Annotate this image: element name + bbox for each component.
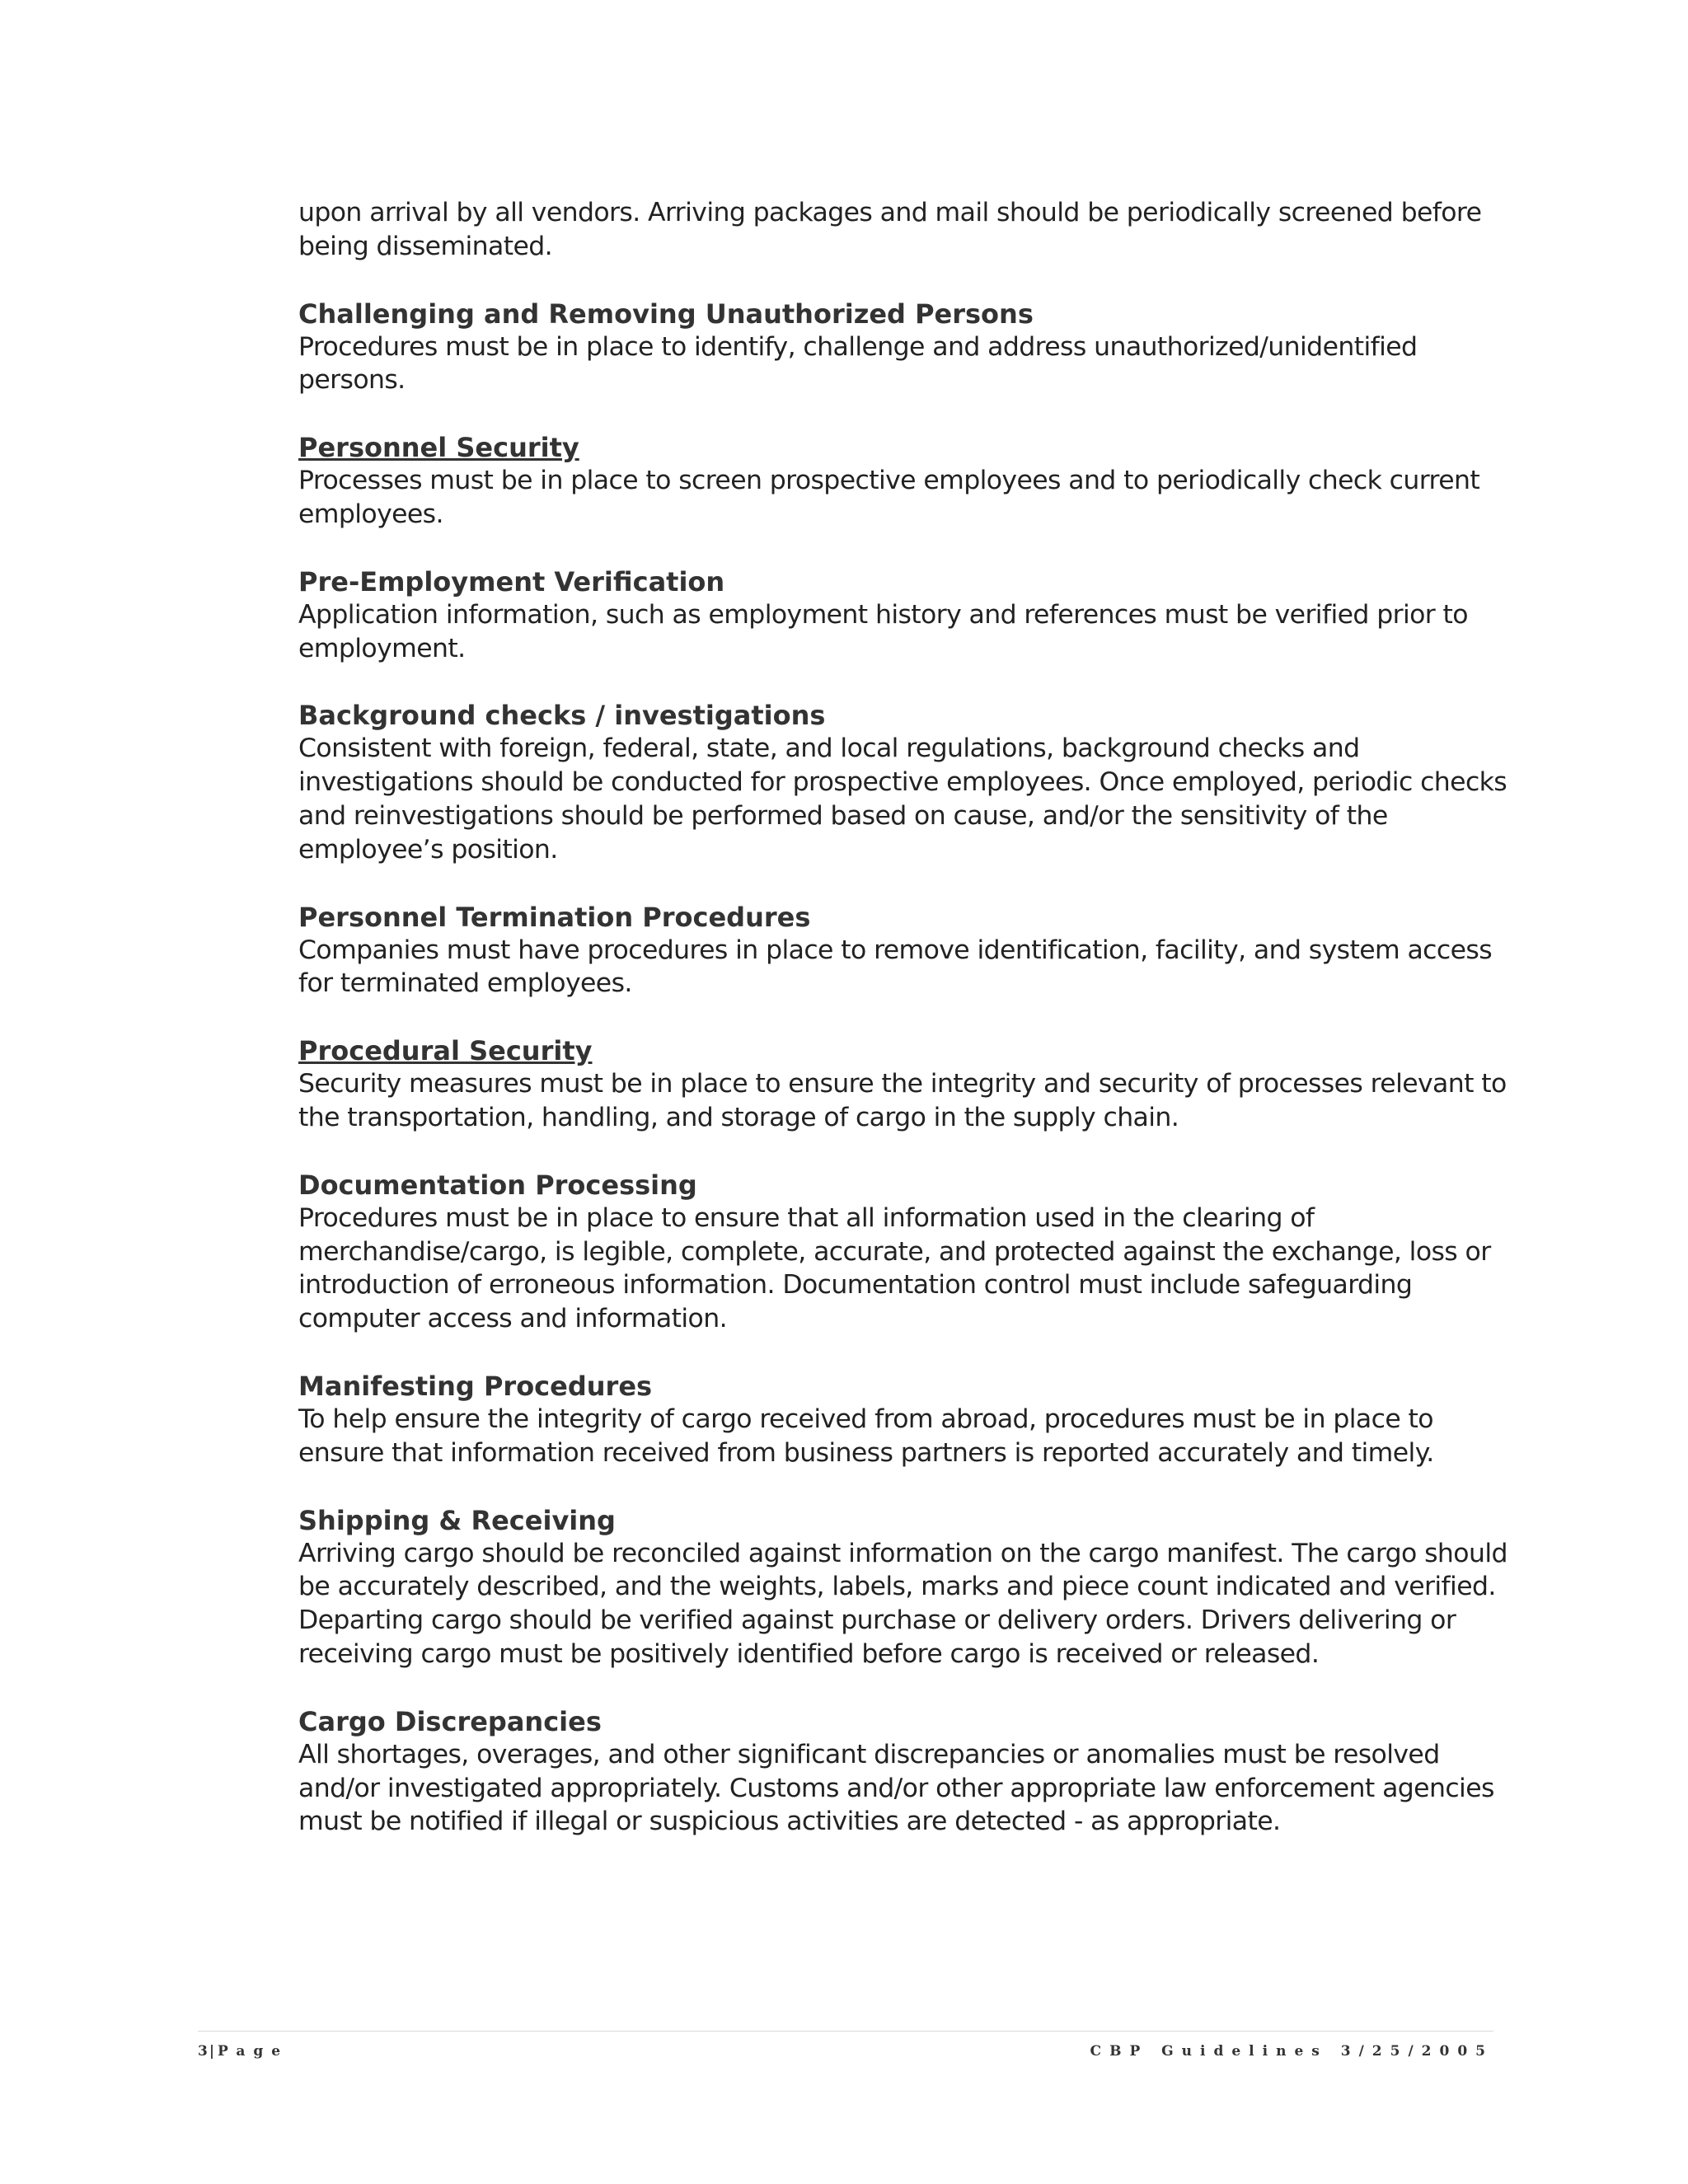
section-challenging-unauthorized-persons: [298, 298, 1510, 398]
section-body: Consistent with foreign, federal, state, and local regulations, background checks and investigations should be conducted for prospective employees. Once employed, periodic checks and reinvestigations should be performed based on cause, and/or the sensitivity of the employee’s position.: [298, 733, 1507, 865]
section-shipping-receiving: [298, 1504, 1510, 1671]
page-word: Page: [218, 2043, 289, 2060]
section-body: Arriving cargo should be reconciled against information on the cargo manifest. The cargo should be accurately described, and the weights, labels, marks and piece count indicated and verified. Departing cargo should be verified against purchase or delivery orders. Drivers delivering or receiving cargo must be positively identified before cargo is received or released.: [298, 1538, 1507, 1669]
section-body: Application information, such as employment history and references must be verified prior to employment.: [298, 599, 1468, 663]
section-heading: Manifesting Procedures: [298, 1370, 653, 1402]
section-personnel-termination: [298, 901, 1510, 1001]
footer-separator: |: [209, 2043, 215, 2060]
section-background-checks: [298, 699, 1510, 866]
section-personnel-security: [298, 431, 1510, 532]
intro-paragraph: upon arrival by all vendors. Arriving packages and mail should be periodically screened before being disseminated.: [298, 198, 1482, 261]
section-body: Procedures must be in place to ensure that all information used in the clearing of merchandise/cargo, is legible, complete, accurate, and protected against the exchange, loss or introduction of erroneous information. Documentation control must include safeguarding computer access and information.: [298, 1202, 1491, 1334]
page-footer: [198, 2031, 1493, 2066]
section-body: Procedures must be in place to identify, challenge and address unauthorized/unidentified persons.: [298, 331, 1418, 396]
page-number: 3: [198, 2043, 208, 2060]
section-heading: Personnel Termination Procedures: [298, 901, 811, 933]
section-body: All shortages, overages, and other significant discrepancies or anomalies must be resolved and/or investigated appropriately. Customs and/or other appropriate law enforcement agencies must be notified if illegal or suspicious activities are detected - as appropriate.: [298, 1739, 1494, 1837]
section-body: Processes must be in place to screen prospective employees and to periodically check current employees.: [298, 466, 1480, 529]
section-documentation-processing: [298, 1169, 1510, 1336]
section-manifesting-procedures: [298, 1370, 1510, 1470]
section-heading: Shipping & Receiving: [298, 1504, 616, 1536]
section-body: Security measures must be in place to ensure the integrity and security of processes relevant to the transportation, handling, and storage of cargo in the supply chain.: [298, 1069, 1507, 1132]
section-cargo-discrepancies: [298, 1705, 1510, 1839]
section-heading: Cargo Discrepancies: [298, 1705, 602, 1737]
section-procedural-security: [298, 1034, 1510, 1135]
intro-block: [298, 196, 1510, 264]
section-heading: Personnel Security: [298, 432, 579, 464]
section-body: Companies must have procedures in place to remove identification, facility, and system access for terminated employees.: [298, 935, 1493, 999]
document-label: CBP Guidelines 3/25/2005: [1090, 2043, 1493, 2060]
section-heading: Procedural Security: [298, 1035, 593, 1067]
section-pre-employment-verification: [298, 565, 1510, 666]
section-body: To help ensure the integrity of cargo received from abroad, procedures must be in place to ensure that information received from business partners is reported accurately and timely.: [298, 1404, 1434, 1468]
document-body: [298, 196, 1510, 1872]
page-number-label: [198, 2043, 288, 2060]
section-heading: Background checks / investigations: [298, 700, 826, 732]
section-heading: Documentation Processing: [298, 1169, 697, 1201]
section-heading: Challenging and Removing Unauthorized Persons: [298, 298, 1034, 330]
section-heading: Pre-Employment Verification: [298, 565, 725, 598]
